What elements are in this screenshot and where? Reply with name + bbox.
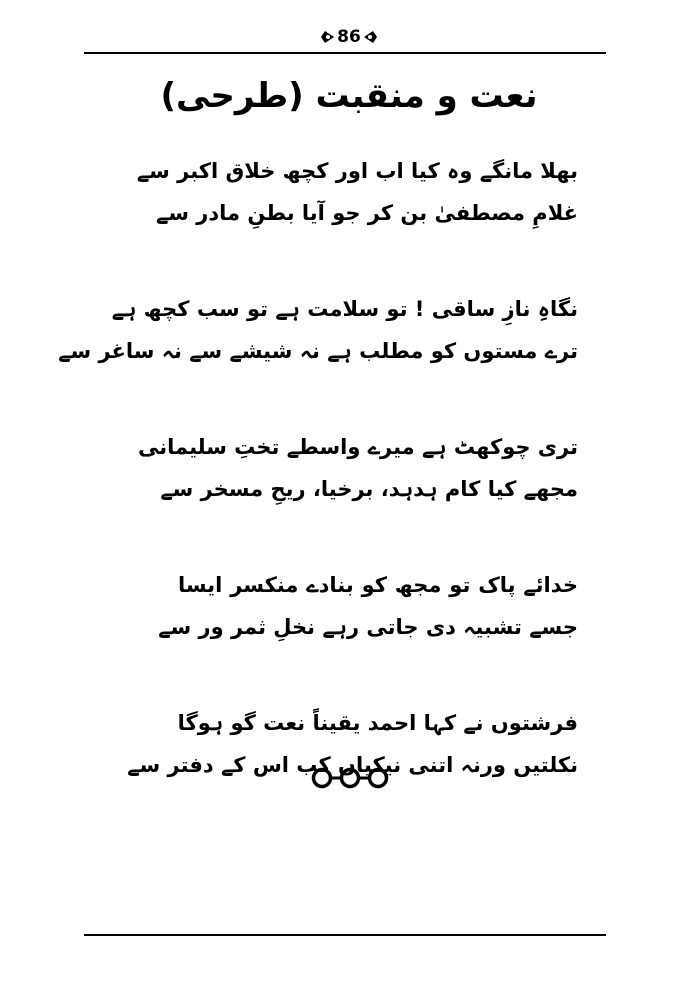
verse-line: نکلتیں ورنہ اتنی نیکیاں کب اس کے دفتر سے [127,753,578,777]
footer-rule [84,934,606,936]
stanza-1 [0,150,698,234]
verse-line: فرشتوں نے کہا احمد یقیناً نعت گو ہوگا [177,711,578,735]
verse-line: بھلا مانگے وہ کیا اب اور کچھ خلاق اکبر سے [136,159,578,183]
stanza-4 [0,564,698,648]
ornament-right-icon [363,29,379,45]
poem-title: نعت و منقبت (طرحی) [160,76,538,116]
stanza-3 [0,426,698,510]
verse-line: ترے مستوں کو مطلب ہے نہ شیشے سے نہ ساغر سے [58,339,578,363]
verse-line: خدائے پاک تو مجھ کو بنادے منکسر ایسا [178,573,578,597]
end-ornament-icon [310,766,390,790]
stanza-2 [0,288,698,372]
page-number [319,26,379,48]
verse-line: جسے تشبیہ دی جاتی رہے نخلِ ثمر ور سے [158,615,578,639]
verse-line: تری چوکھٹ ہے میرے واسطے تختِ سلیمانی [137,435,578,459]
verse-line: نگاہِ نازِ ساقی ! تو سلامت ہے تو سب کچھ ہے [111,297,578,321]
ornament-left-icon [319,29,335,45]
verse-line: غلامِ مصطفیٰ بن کر جو آیا بطنِ مادر سے [156,201,578,225]
header-rule [84,52,606,54]
verse-line: مجھے کیا کام ہدہد، برخیا، ریحِ مسخر سے [160,477,578,501]
page-number-text: 86 [337,27,361,47]
page-number-container [0,26,698,48]
poem-body [0,150,698,840]
